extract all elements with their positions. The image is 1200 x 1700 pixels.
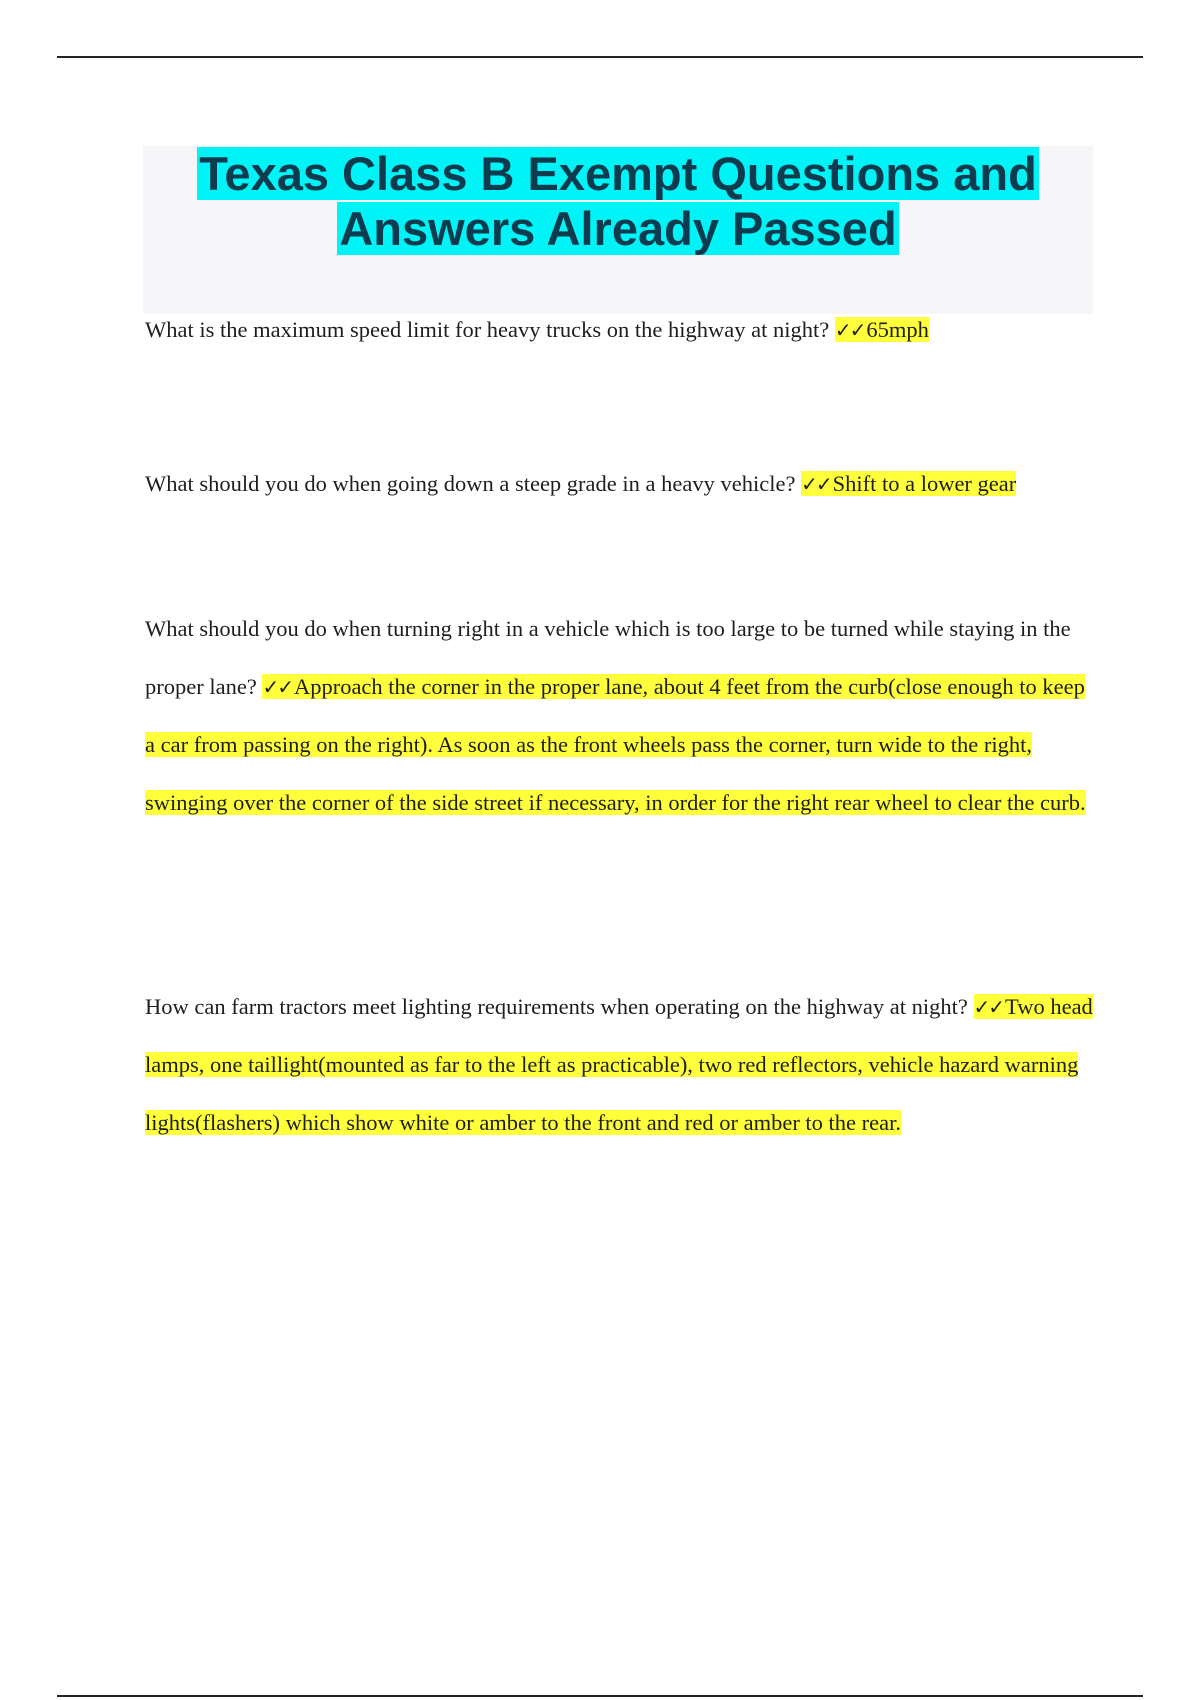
answer-text: Shift to a lower gear — [832, 471, 1017, 496]
question-text: What is the maximum speed limit for heavy trucks on the highway at night? — [145, 317, 830, 342]
answer-text-wrap — [145, 674, 1086, 815]
question-text: How can farm tractors meet lighting requirements when operating on the highway at night? — [145, 994, 968, 1019]
answer-text: 65mph — [866, 317, 929, 342]
qa-item — [145, 300, 1095, 360]
qa-item — [145, 454, 1095, 514]
question-text: What should you do when going down a steep grade in a heavy vehicle? — [145, 471, 796, 496]
document-title — [143, 146, 1093, 256]
question-text: What should you do when turning right in a vehicle which is too large to be turned while staying in the proper lane? — [145, 616, 1071, 699]
checkmark-icon: ✓✓ — [262, 675, 292, 699]
checkmark-icon: ✓✓ — [801, 472, 831, 496]
title-line-2: Answers Already Passed — [339, 202, 897, 255]
answer-text-wrap — [801, 471, 1016, 496]
title-banner — [143, 146, 1093, 314]
answer-text: Approach the corner in the proper lane, about 4 feet from the curb(close enough to keep a car from passing on the right). As soon as the front wheels pass the corner, turn wide to the right, swinging over the corner of the side street if necessary, in order for the right rear wheel to clear the curb. — [145, 674, 1086, 815]
qa-item — [145, 978, 1095, 1152]
footer-rule — [57, 1695, 1143, 1697]
answer-text: Two head lamps, one taillight(mounted as far to the left as practicable), two red reflectors, vehicle hazard warning lights(flashers) which show white or amber to the front and red or amber to the rear. — [145, 994, 1093, 1135]
header-rule — [57, 56, 1143, 58]
checkmark-icon: ✓✓ — [973, 995, 1004, 1019]
answer-text-wrap — [835, 317, 929, 342]
title-line-1: Texas Class B Exempt Questions and — [199, 147, 1037, 200]
qa-item — [145, 600, 1095, 832]
checkmark-icon: ✓✓ — [834, 318, 865, 342]
